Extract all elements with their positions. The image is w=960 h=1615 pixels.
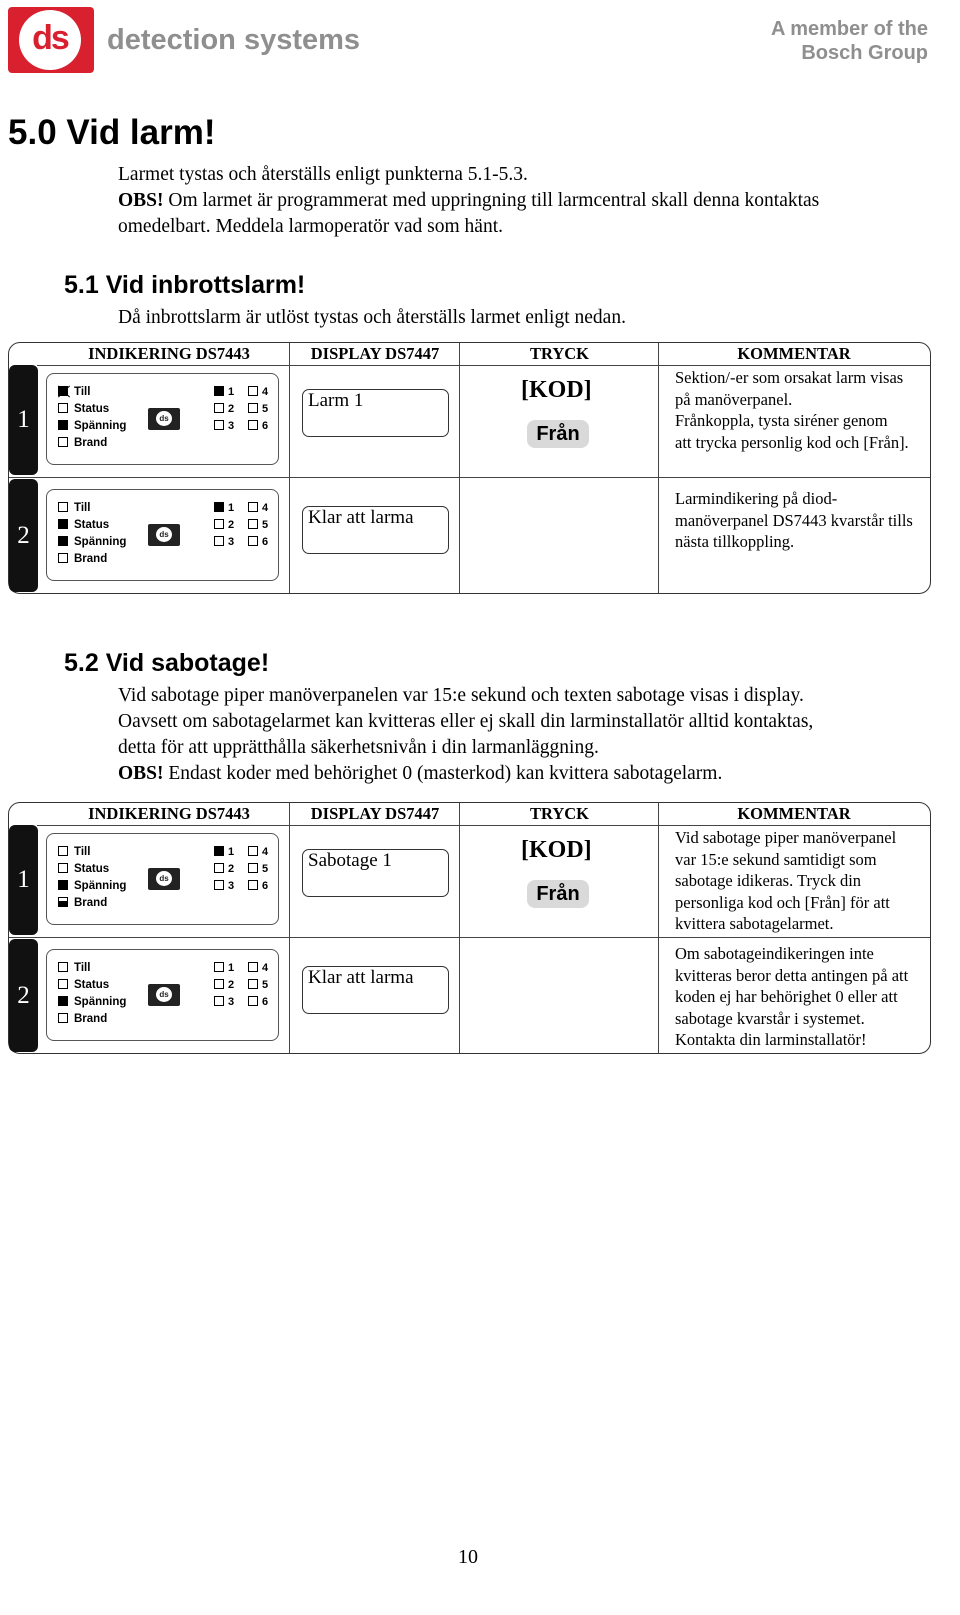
led-brand: Brand <box>58 437 107 449</box>
logo-text: ds <box>32 19 68 57</box>
zone-3: 3 <box>214 880 234 892</box>
zone-2: 2 <box>214 863 234 875</box>
led-till: Till <box>58 846 90 858</box>
led-spanning: Spänning <box>58 536 126 548</box>
row-number: 1 <box>9 825 38 935</box>
zone-3: 3 <box>214 996 234 1008</box>
zone-6: 6 <box>248 536 268 548</box>
header-display: DISPLAY DS7447 <box>310 344 440 363</box>
table-inbrottslarm <box>8 342 931 594</box>
kod-label: [KOD] <box>521 837 592 863</box>
lcd-display: Klar att larma <box>302 966 449 1014</box>
row-number: 2 <box>9 939 38 1052</box>
led-brand: Brand <box>58 897 107 909</box>
zone-6: 6 <box>248 996 268 1008</box>
obs-label: OBS! <box>118 763 164 784</box>
comment-cell: Om sabotageindikeringen inte kvitteras beror detta antingen på att koden ej har behörighet 0 eller att sabotage kvarstår i systemet. Kontakta din larminstallatör! <box>675 944 909 1049</box>
led-spanning: Spänning <box>58 420 126 432</box>
indicator-panel <box>46 949 279 1041</box>
led-brand: Brand <box>58 1013 107 1025</box>
company-logo <box>8 7 94 73</box>
zone-5: 5 <box>248 403 268 415</box>
zone-5: 5 <box>248 519 268 531</box>
ds-logo-icon: ds <box>148 408 180 430</box>
indicator-panel <box>46 489 279 581</box>
indicator-panel <box>46 833 279 925</box>
zone-2: 2 <box>214 519 234 531</box>
led-status: Status <box>58 979 109 991</box>
zone-1: 1 <box>214 962 234 974</box>
led-till: Till <box>58 386 90 398</box>
led-till: Till <box>58 502 90 514</box>
header-indikering: INDIKERING DS7443 <box>88 344 250 363</box>
header-indikering: INDIKERING DS7443 <box>88 804 250 823</box>
subsection-title-51: 5.1 Vid inbrottslarm! <box>64 271 306 299</box>
subsection-text-52: Vid sabotage piper manöverpanelen var 15:e sekund och texten sabotage visas i display. Oavsett om sabotagelarmet kan kvitteras eller ej skall din larminstallatör alltid kontaktas, detta för att upprätthålla säkerhetsnivån i din larmanläggning. OBS! Endast koder med behörighet 0 (masterkod) kan kvittera sabotagelarm. <box>118 685 814 784</box>
header-kommentar: KOMMENTAR <box>737 344 851 363</box>
zone-1: 1 <box>214 502 234 514</box>
led-status: Status <box>58 403 109 415</box>
zone-1: 1 <box>214 386 234 398</box>
zone-6: 6 <box>248 880 268 892</box>
zone-4: 4 <box>248 386 268 398</box>
ds-logo-icon: ds <box>148 868 180 890</box>
table-sabotage <box>8 802 931 1054</box>
zone-1: 1 <box>214 846 234 858</box>
zone-6: 6 <box>248 420 268 432</box>
comment-cell: Vid sabotage piper manöverpanel var 15:e sekund samtidigt som sabotage idikeras. Tryck din personliga kod och [Från] för att kvittera sabotagelarmet. <box>675 828 897 933</box>
row-number: 2 <box>9 479 38 592</box>
ds-logo-icon: ds <box>148 984 180 1006</box>
indicator-panel <box>46 373 279 465</box>
zone-2: 2 <box>214 979 234 991</box>
led-spanning: Spänning <box>58 996 126 1008</box>
header-display: DISPLAY DS7447 <box>310 804 440 823</box>
zone-3: 3 <box>214 536 234 548</box>
header-tryck: TRYCK <box>529 804 589 823</box>
member-note: A member of the Bosch Group <box>770 18 928 64</box>
led-till: Till <box>58 962 90 974</box>
intro-paragraph: Larmet tystas och återställs enligt punkterna 5.1-5.3. OBS! Om larmet är programmerat med uppringning till larmcentral skall denna kontaktas omedelbart. Meddela larmoperatör vad som hänt. <box>118 164 820 237</box>
lcd-display: Klar att larma <box>302 506 449 554</box>
section-title: 5.0 Vid larm! <box>8 113 216 152</box>
zone-4: 4 <box>248 502 268 514</box>
led-spanning: Spänning <box>58 880 126 892</box>
zone-4: 4 <box>248 962 268 974</box>
led-status: Status <box>58 519 109 531</box>
led-brand: Brand <box>58 553 107 565</box>
zone-4: 4 <box>248 846 268 858</box>
header-kommentar: KOMMENTAR <box>737 804 851 823</box>
lcd-display: Sabotage 1 <box>302 849 449 897</box>
led-status: Status <box>58 863 109 875</box>
zone-2: 2 <box>214 403 234 415</box>
comment-cell: Larmindikering på diod- manöverpanel DS7443 kvarstår tills nästa tillkoppling. <box>675 489 913 551</box>
zone-5: 5 <box>248 979 268 991</box>
zone-3: 3 <box>214 420 234 432</box>
page-number: 10 <box>458 1546 478 1568</box>
fran-button[interactable]: Från <box>527 880 589 908</box>
lcd-display: Larm 1 <box>302 389 449 437</box>
brand-name: detection systems <box>107 24 361 56</box>
comment-cell: Sektion/-er som orsakat larm visas på manöverpanel. Frånkoppla, tysta siréner genom att trycka personlig kod och [Från]. <box>675 368 909 452</box>
subsection-text-51: Då inbrottslarm är utlöst tystas och återställs larmet enligt nedan. <box>118 307 626 328</box>
fran-button[interactable]: Från <box>527 420 589 448</box>
header-tryck: TRYCK <box>529 344 589 363</box>
subsection-title-52: 5.2 Vid sabotage! <box>64 649 270 677</box>
ds-logo-icon: ds <box>148 524 180 546</box>
kod-label: [KOD] <box>521 377 592 403</box>
obs-label: OBS! <box>118 190 164 211</box>
zone-5: 5 <box>248 863 268 875</box>
row-number: 1 <box>9 365 38 475</box>
